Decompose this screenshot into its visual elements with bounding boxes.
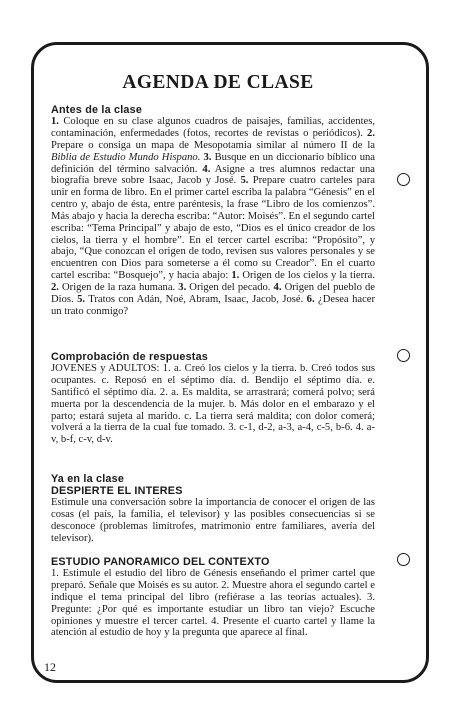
comprobacion-body: JOVENES y ADULTOS: 1. a. Creó los cielos y la tierra. b. Creó todos sus ocupantes. c. Reposó en el séptimo día. d. Bendijo el séptimo día. e. Santificó el séptimo día. 2. a. Es maldita, se arrastrará; comerá polvo; será muerta por la descendencia de la mujer. b. Más dolor en el embarazo y el parto; estará sujeta al marido. c. La tierra será maldita; con dolor comerá; volverá a la tierra de la cual fue tomado. 3. c-1, d-2, a-3, a-4, c-5, b-6. 4. a-v, b-f, c-v, d-v. <box>51 363 375 446</box>
section-antes <box>51 104 375 318</box>
section-comprobacion <box>51 351 375 446</box>
binder-hole-middle <box>397 349 410 362</box>
binder-hole-top <box>397 173 410 186</box>
book-title: Biblia de Estudio Mundo Hispano. <box>51 151 201 163</box>
page-number: 12 <box>44 660 56 674</box>
page-title: AGENDA DE CLASE <box>122 72 314 93</box>
ya-heading: Ya en la clase <box>51 473 125 485</box>
section-estudio <box>51 556 375 639</box>
estudio-body: 1. Estimule el estudio del libro de Génesis enseñando el primer cartel que preparó. Señale que Moisés es su autor. 2. Muestre ahora el segundo cartel e indique el tema principal del libro (refiérase a las teorías actuales). 3. Pregunte: ¿Por qué es importante estudiar un libro tan viejo? Escuche opiniones y muestre el tercer cartel. 4. Presente el cuarto cartel y llame la atención al estudio de hoy y la pregunta que aparece al final. <box>51 568 375 639</box>
section-ya-en-la-clase <box>51 473 375 545</box>
binder-hole-bottom <box>397 553 410 566</box>
despierte-heading: DESPIERTE EL INTERES <box>51 485 183 498</box>
antes-body: 1. Coloque en su clase algunos cuadros de paisajes, familias, accidentes, contaminación, enfermedades (fotos, recortes de revistas o periódicos). 2. Prepare o consiga un mapa de Mesopotamia similar al número II de la Biblia de Estudio Mundo Hispano. 3. Busque en un diccionario bíblico una definición del término salvación. 4. Asigne a tres alumnos redactar una biografía breve sobre Isaac, Jacob y José. 5. Prepare cuatro carteles para unir en forma de libro. En el primer cartel escriba la palabra “Génesis” en el centro y, abajo de ésta, entre paréntesis, la frase “Libro de los comienzos”. Más abajo y hacia la derecha escriba: “Autor: Moisés”. En el segundo cartel escriba: “Tema Principal” y abajo de esto, “Dios es el único creador de los cielos, la tierra y el hombre”. En el tercer cartel escriba: “Propósito”, y abajo, “Que conozcan el origen de todo, revisen sus valores personales y se encuentren con Dios para someterse a él como su Creador”. En el cuarto cartel escriba: “Bosquejo”, y hacia abajo: 1. Origen de los cielos y la tierra. 2. Origen de la raza humana. 3. Origen del pecado. 4. Origen del pueblo de Dios. 5. Tratos con Adán, Noé, Abram, Isaac, Jacob, José. 6. ¿Desea hacer un trato conmigo? <box>51 116 376 317</box>
ya-body: Estimule una conversación sobre la importancia de conocer el origen de las cosas (el país, la familia, el televisor) y las posibles consecuencias si se desconoce (problemas limítrofes, matrimonio entre familiares, avería del televisor). <box>51 497 375 544</box>
comprobacion-heading: Comprobación de respuestas <box>51 351 208 363</box>
estudio-heading: ESTUDIO PANORAMICO DEL CONTEXTO <box>51 556 270 568</box>
antes-heading: Antes de la clase <box>51 104 143 116</box>
